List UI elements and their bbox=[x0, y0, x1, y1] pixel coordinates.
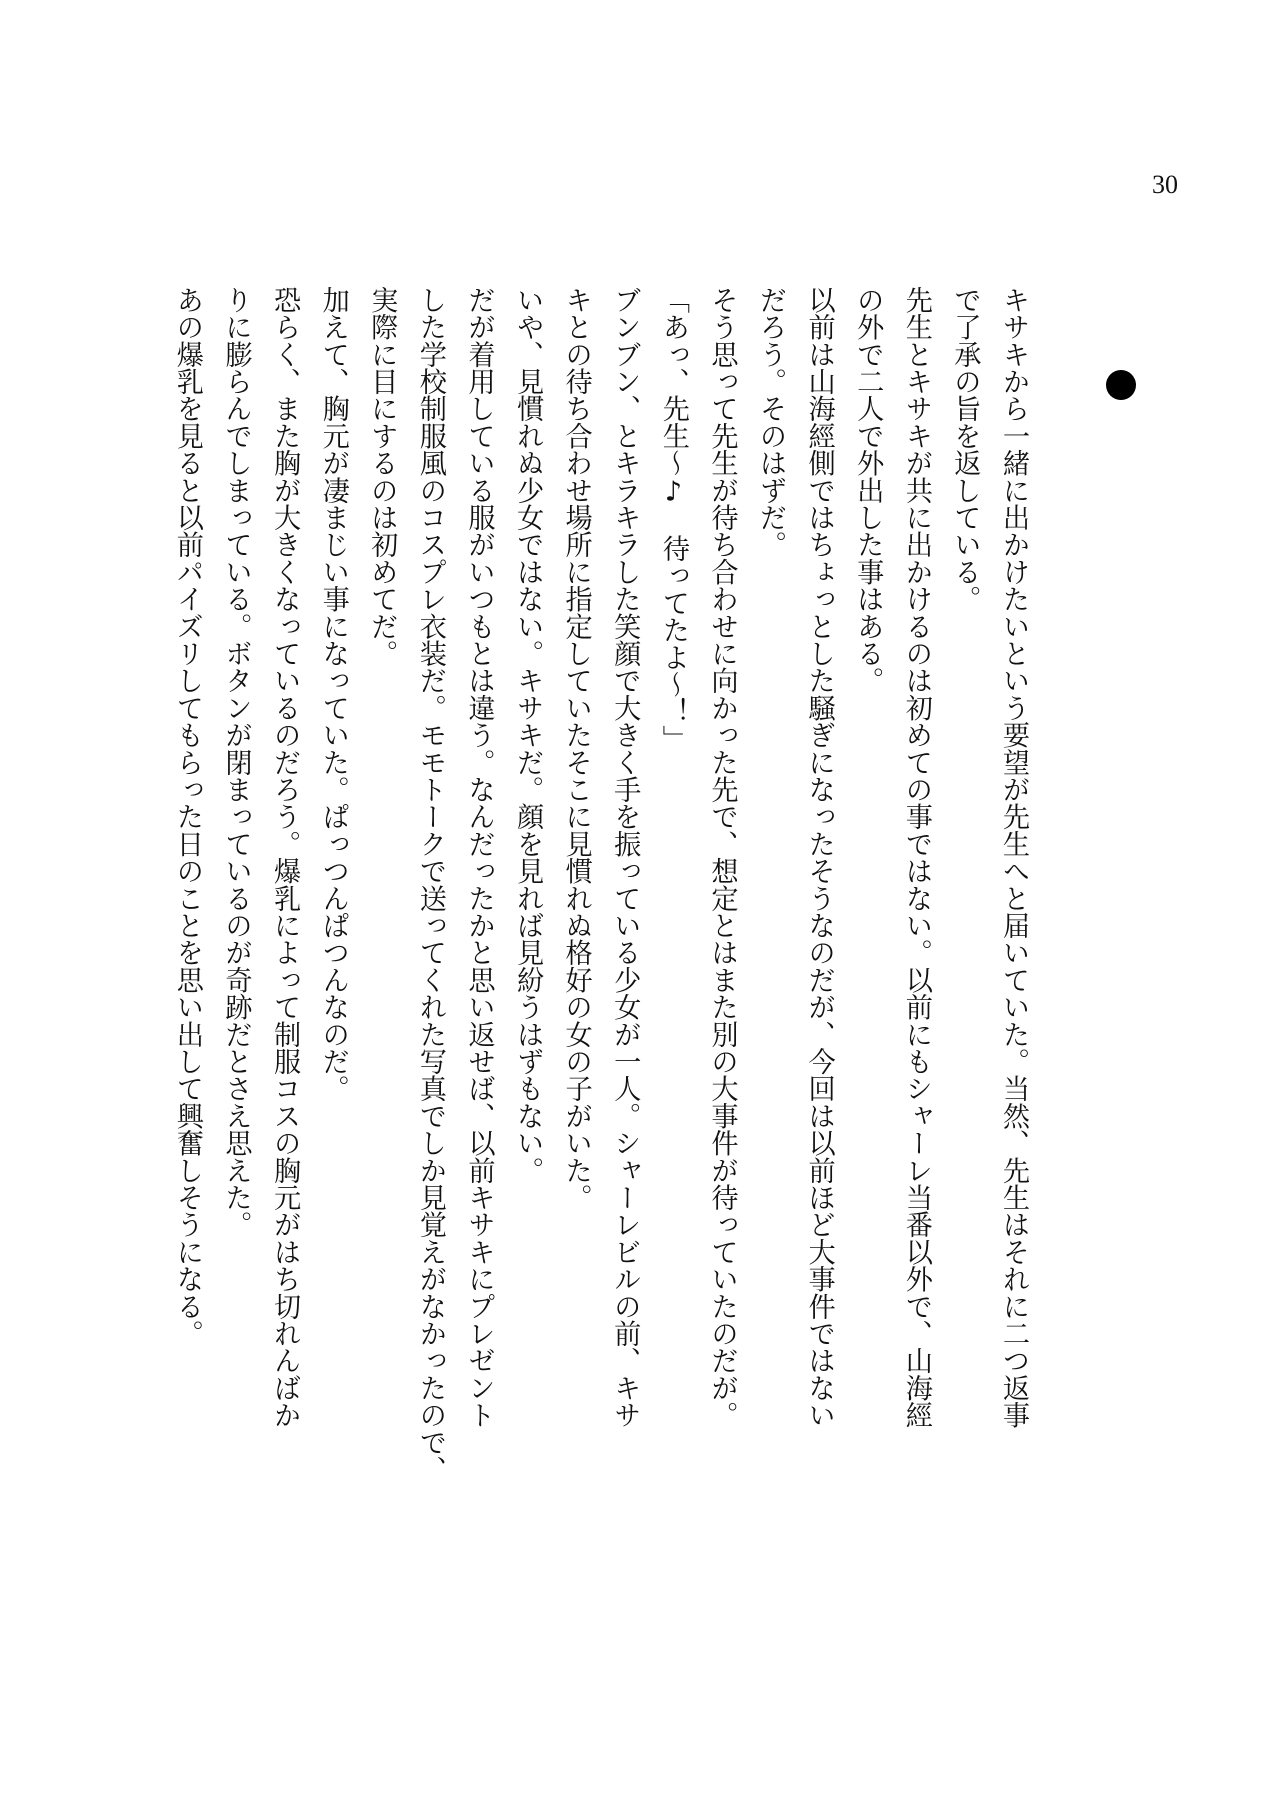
text-line: あの爆乳を見ると以前パイズリしてもらった日のことを思い出して興奮しそうになる。 bbox=[171, 286, 203, 1347]
text-line: いや、見慣れぬ少女ではない。キサキだ。顔を見れば見紛うはずもない。 bbox=[512, 286, 544, 1184]
text-line: 実際に目にするのは初めてだ。 bbox=[366, 286, 398, 667]
text-line: りに膨らんでしまっている。ボタンが閉まっているのが奇跡だとさえ思えた。 bbox=[220, 286, 252, 1238]
text-line: 以前は山海經側ではちょっとした騒ぎになったそうなのだが、今回は以前ほど大事件ではない bbox=[803, 286, 835, 1429]
text-line: 先生とキサキが共に出かけるのは初めての事ではない。以前にもシャーレ当番以外で、山海經 bbox=[900, 286, 932, 1429]
text-line: キサキから一緒に出かけたいという要望が先生へと届いていた。当然、先生はそれに二つ返事 bbox=[998, 286, 1029, 1429]
text-line: 恐らく、また胸が大きくなっているのだろう。爆乳によって制服コスの胸元がはち切れんばか bbox=[269, 286, 301, 1429]
text-line: で了承の旨を返している。 bbox=[949, 286, 981, 613]
text-line: キとの待ち合わせ場所に指定していたそこに見慣れぬ格好の女の子がいた。 bbox=[560, 286, 592, 1211]
text-line: した学校制服風のコスプレ衣装だ。モモトークで送ってくれた写真でしか見覚えがなかったので、 bbox=[414, 286, 446, 1483]
body-text bbox=[162, 286, 1037, 1483]
page-number: 30 bbox=[1152, 170, 1178, 199]
chapter-marker-dot bbox=[1106, 370, 1136, 400]
text-line: だが着用している服がいつもとは違う。なんだったかと思い返せば、以前キサキにプレゼント bbox=[463, 286, 495, 1429]
text-line: ブンブン、とキラキラした笑顔で大きく手を振っている少女が一人。シャーレビルの前、キサ bbox=[609, 286, 641, 1429]
text-line: の外で二人で外出した事はある。 bbox=[852, 286, 884, 694]
text-line: 「あっ、先生～♪ 待ってたよ～！」 bbox=[657, 286, 689, 753]
text-line: 加えて、胸元が凄まじい事になっていた。ぱっつんぱつんなのだ。 bbox=[317, 286, 349, 1102]
text-line: そう思って先生が待ち合わせに向かった先で、想定とはまた別の大事件が待っていたのだが。 bbox=[706, 286, 738, 1429]
text-line: だろう。そのはずだ。 bbox=[755, 286, 787, 558]
